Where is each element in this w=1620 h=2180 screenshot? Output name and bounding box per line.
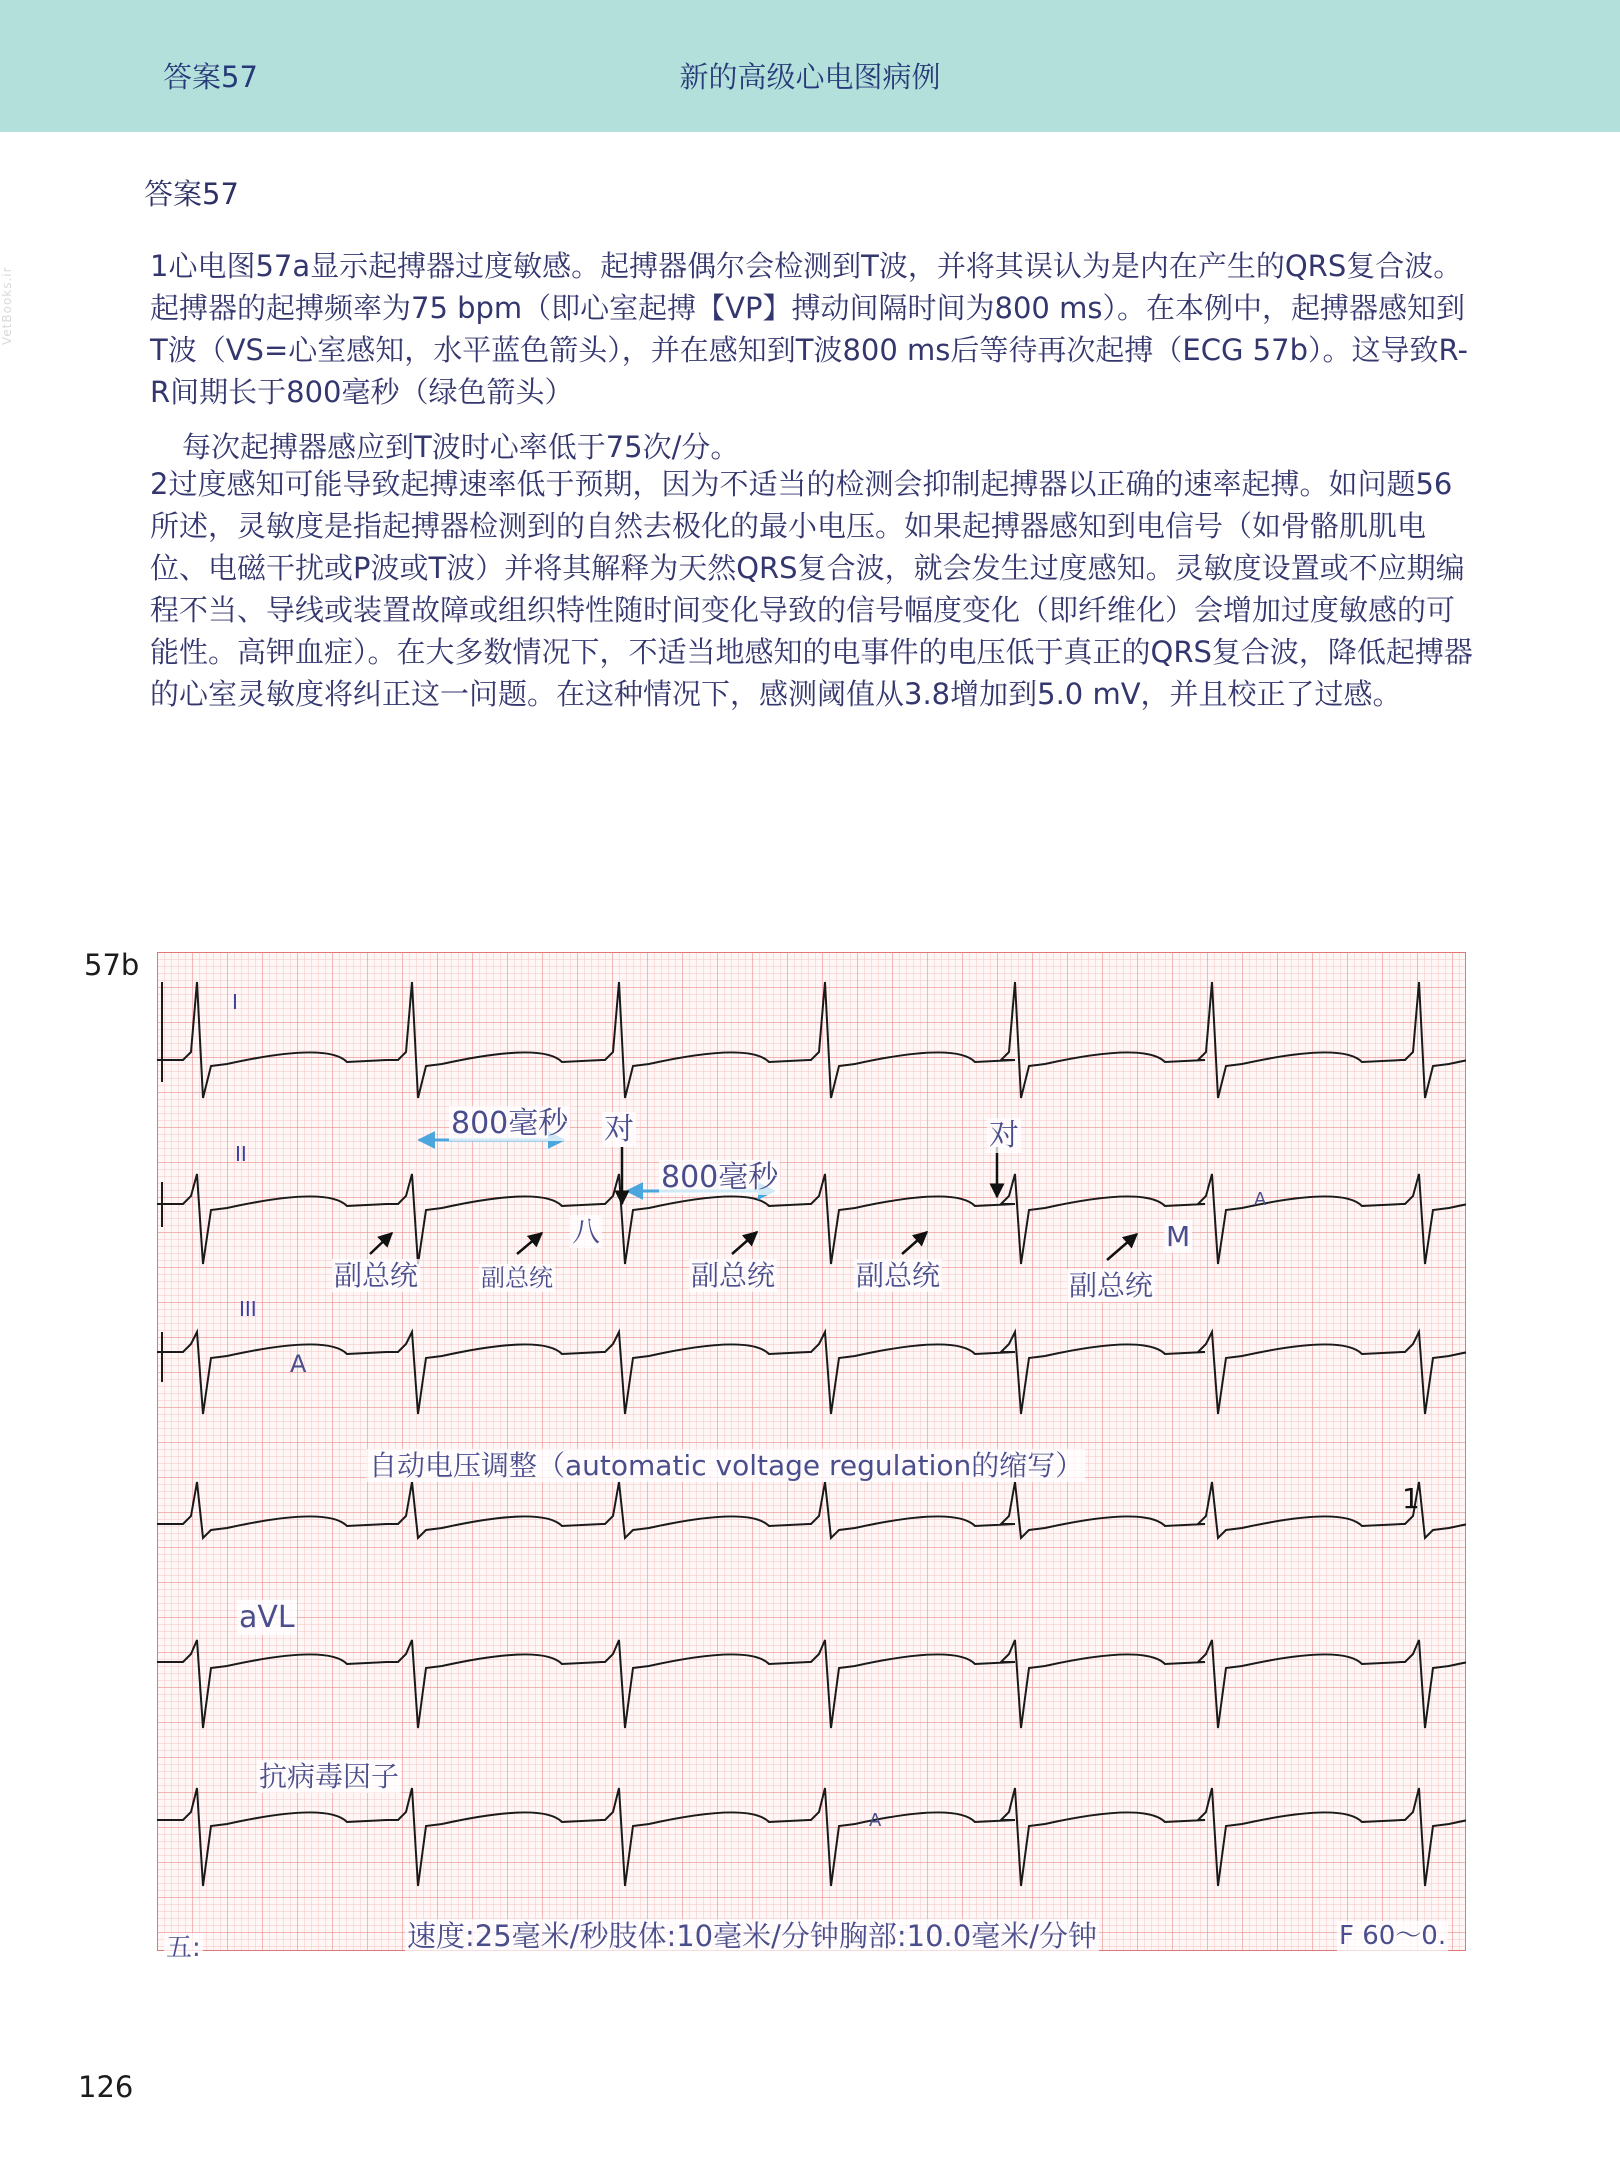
dui-label-1: 对: [604, 1112, 634, 1147]
label-fuzongtong-1: 副总统: [334, 1259, 419, 1292]
avr-caption: 自动电压调整（automatic voltage regulation的缩写）: [369, 1449, 1084, 1482]
figure-label: 57b: [84, 948, 140, 982]
paragraph-1: 1心电图57a显示起搏器过度敏感。起搏器偶尔会检测到T波，并将其误认为是内在产生的QRS复合波。起搏器的起搏频率为75 bpm（即心室起搏【VP】搏动间隔时间为800 ms）。在本例中，起搏器感知到T波（VS=心室感知，水平蓝色箭头），并在感知到T波800 ms后等待再次起搏（ECG 57b）。这导致R-R间期长于800毫秒（绿色箭头）: [150, 249, 1468, 409]
ecg-figure: [157, 952, 1466, 1963]
dui-label-2: 对: [989, 1118, 1019, 1153]
interval-label-2: 800毫秒: [661, 1160, 779, 1195]
watermark: VetBooks.ir: [0, 266, 14, 345]
paragraph-2: 2过度感知可能导致起搏速率低于预期，因为不适当的检测会抑制起搏器以正确的速率起搏。如问题56所述，灵敏度是指起搏器检测到的自然去极化的最小电压。如果起搏器感知到电信号（如骨骼肌肌电位、电磁干扰或P波或T波）并将其解释为天然QRS复合波，就会发生过度感知。灵敏度设置或不应期编程不当、导线或装置故障或组织特性随时间变化导致的信号幅度变化（即纤维化）会增加过度敏感的可能性。高钾血症）。在大多数情况下，不适当地感知的电事件的电压低于真正的QRS复合波，降低起搏器的心室灵敏度将纠正这一问题。在这种情况下，感测阈值从3.8增加到5.0 mV，并且校正了过感。: [150, 467, 1473, 711]
label-wu: 五:: [166, 1933, 201, 1963]
label-fuzongtong-2: 副总统: [481, 1264, 553, 1292]
calibration-box: F 60～0.: [1339, 1921, 1447, 1951]
label-fuzongtong-3: 副总统: [691, 1259, 776, 1292]
lead-label-iii: III: [239, 1297, 257, 1321]
page-number: 126: [78, 2070, 134, 2104]
speed-caption: 速度:25毫米/秒肢体:10毫米/分钟胸部:10.0毫米/分钟: [407, 1919, 1097, 1953]
section-title: 答案57: [144, 177, 239, 211]
label-a-3: A: [869, 1810, 882, 1831]
label-a-2: A: [1254, 1189, 1267, 1210]
label-fuzongtong-4: 副总统: [856, 1259, 941, 1292]
label-one: 1: [1402, 1482, 1420, 1515]
header-answer-label: 答案57: [163, 60, 258, 94]
label-m: M: [1166, 1220, 1191, 1253]
label-ba: 八: [572, 1215, 601, 1248]
page-header: [0, 0, 1620, 132]
header-book-title: 新的高级心电图病例: [679, 60, 941, 94]
lead-label-i: I: [232, 990, 238, 1014]
paragraph-indent: 每次起搏器感应到T波时心率低于75次/分。: [182, 430, 740, 464]
avf-caption: 抗病毒因子: [259, 1760, 400, 1793]
lead-label-ii: II: [235, 1142, 247, 1166]
label-a-1: A: [290, 1350, 307, 1378]
interval-label-1: 800毫秒: [451, 1106, 569, 1141]
label-fuzongtong-5: 副总统: [1069, 1269, 1154, 1302]
lead-label-avl: aVL: [239, 1600, 295, 1635]
